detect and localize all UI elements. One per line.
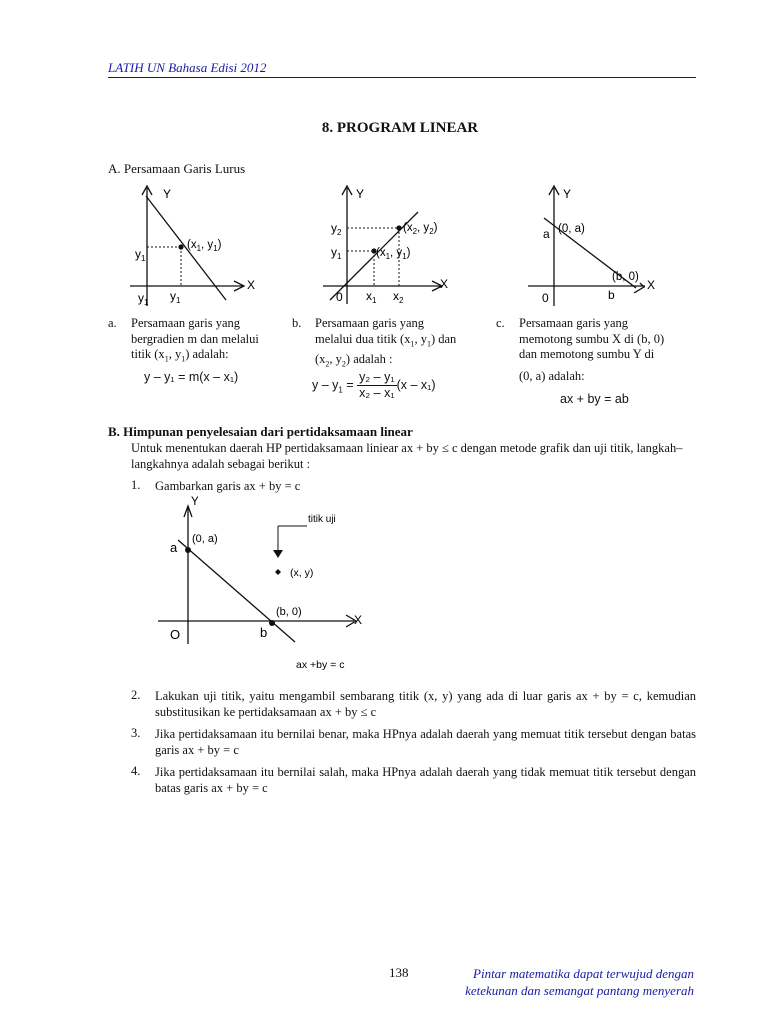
graph-inequality: [150, 494, 390, 674]
svg-text:(x2, y2): [403, 222, 438, 236]
point-b0-marker: [269, 620, 275, 626]
item-a-line1: Persamaan garis yang: [131, 316, 240, 330]
item-a-text: [131, 316, 296, 367]
svg-text:y2: [331, 221, 342, 237]
a-label: a: [543, 227, 550, 241]
svg-text:Y: [356, 187, 364, 201]
a-label: a: [170, 540, 178, 555]
point-0a-marker: [185, 547, 191, 553]
svg-text:X: [247, 278, 255, 292]
t: (x: [315, 351, 326, 366]
p1-label-mid: , y: [390, 247, 403, 259]
point-label: (x: [187, 239, 197, 251]
item-a-line3: [131, 347, 296, 367]
item-b-equation: [312, 370, 436, 401]
origin-label: 0: [336, 290, 343, 304]
x-label: X: [247, 278, 256, 292]
denominator: x₂ – x₁: [359, 386, 395, 400]
sub: 2: [429, 227, 434, 236]
svg-text:(x, y): [290, 567, 313, 579]
sub: 2: [341, 359, 346, 368]
section-a-heading: A. Persamaan Garis Lurus: [108, 161, 246, 176]
x-label: X: [354, 613, 363, 627]
item-c-letter: c.: [496, 316, 505, 330]
sub: 2: [399, 296, 404, 305]
section-b-intro: Untuk menentukan daerah HP pertidaksamaan liniear ax + by ≤ c dengan metode grafik dan uji titik, langkah–langkahnya adalah sebagai berikut :: [131, 441, 683, 471]
item-a-line2: bergradien m dan melalui: [131, 331, 259, 346]
y-label: Y: [356, 187, 365, 201]
eq-rhs: (x – x₁): [396, 377, 436, 392]
svg-text:y1: [170, 289, 181, 305]
sub: 1: [385, 252, 391, 261]
sub: 1: [213, 244, 218, 253]
eq-lhs: y – y: [312, 377, 339, 392]
sub: 1: [337, 252, 342, 261]
x-label: X: [647, 278, 656, 292]
page-number: 138: [389, 965, 409, 980]
svg-text:Y: [563, 187, 571, 201]
titik-uji-label: titik uji: [308, 514, 336, 525]
x-label: X: [440, 277, 449, 291]
svg-text:(b, 0): [612, 271, 639, 283]
y-label: Y: [563, 187, 572, 201]
uji-arrowhead: [273, 550, 283, 558]
b-label: b: [260, 625, 268, 640]
sub: 1: [181, 354, 186, 364]
svg-text:O: [170, 627, 180, 642]
point-0a-label: (0, a): [192, 533, 218, 545]
sub: 2: [412, 227, 418, 236]
t: melalui dua titik (x: [315, 331, 411, 346]
step-2-text: Lakukan uji titik, yaitu mengambil sembarang titik (x, y) yang ada di luar garis ax + by = c, kemudian substitusikan ke pertidaksamaan ax + by ≤ c: [155, 689, 696, 719]
sub: 1: [410, 339, 415, 348]
point-b0-label: (b, 0): [276, 606, 302, 618]
p2-label-end: ): [433, 222, 438, 234]
y1-label: y: [331, 245, 337, 259]
svg-text:X: [647, 278, 655, 292]
svg-text:0: [336, 290, 343, 304]
svg-text:titik uji: [308, 514, 336, 525]
svg-text:a: [543, 227, 550, 241]
item-c-line1: Persamaan garis yang: [519, 316, 628, 330]
item-b-letter: b.: [292, 316, 302, 330]
point2-marker: [396, 225, 401, 230]
b-label: b: [608, 288, 615, 302]
step-2-number: 2.: [131, 688, 141, 702]
item-c-line2: memotong sumbu X di (b, 0): [519, 331, 665, 346]
svg-text:y1: [331, 245, 342, 261]
sub: 1: [164, 354, 169, 364]
p2-label-mid: , y: [417, 222, 430, 234]
svg-text:Y: [191, 496, 199, 508]
svg-text:a: [170, 540, 178, 555]
x1-bottom-label: y: [170, 289, 176, 303]
graph-intercepts: [520, 182, 680, 312]
item-b-line1: Persamaan garis yang: [315, 316, 424, 330]
footer-line-1: Pintar matematika dapat terwujud dengan: [473, 966, 694, 981]
eq-sign: =: [342, 377, 358, 392]
sub: 1: [372, 296, 377, 305]
svg-text:(x1, y1): [187, 239, 222, 253]
x2-label: x: [393, 289, 399, 303]
test-point-label: (x, y): [290, 567, 314, 579]
svg-text:b: [608, 288, 615, 302]
step-4-text: Jika pertidaksamaan itu bernilai salah, maka HPnya adalah daerah yang tidak memuat titik tersebut dengan batas garis ax + by = c: [155, 765, 696, 795]
sub: 1: [144, 298, 149, 307]
footer-line-2: ketekunan dan semangat pantang menyerah: [465, 983, 694, 998]
svg-text:b: [260, 625, 267, 640]
sub: 1: [402, 252, 407, 261]
sub: 1: [426, 339, 431, 348]
t: ) adalah:: [185, 347, 229, 361]
page-title: 8. PROGRAM LINEAR: [321, 120, 479, 136]
p2-label: (x: [403, 222, 413, 234]
graph-two-points: [318, 182, 478, 312]
y1-label: y: [135, 247, 141, 261]
sub: 1: [176, 296, 181, 305]
item-c-text: [519, 316, 709, 384]
graph-gradient-point: [118, 182, 278, 312]
sub: 2: [337, 228, 342, 237]
svg-text:(0, a): [192, 533, 218, 545]
step-3-text: Jika pertidaksamaan itu bernilai benar, maka HPnya adalah daerah yang memuat titik tersebut dengan batas garis ax + by = c: [155, 727, 696, 757]
item-b-line2: [315, 332, 490, 352]
y1-bottom-label: y: [138, 291, 144, 305]
footer-motto: [465, 965, 694, 999]
item-a-letter: a.: [108, 316, 117, 330]
p1-label-end: ): [406, 247, 411, 259]
sub: 1: [196, 244, 202, 253]
sub: 1: [338, 385, 343, 395]
t: , y: [329, 351, 342, 366]
point-marker: [178, 244, 183, 249]
svg-text:x1: [366, 289, 377, 305]
t: , y: [168, 347, 182, 361]
t: ) adalah :: [345, 351, 393, 366]
item-c-line4: (0, a) adalah:: [519, 368, 585, 383]
svg-text:0: [542, 291, 549, 305]
y2-label: y: [331, 221, 337, 235]
step-4-number: 4.: [131, 764, 141, 778]
origin-label: O: [170, 627, 181, 642]
point-0a-label: (0, a): [558, 223, 585, 235]
header-rule: [108, 77, 696, 78]
point-label-end: ): [217, 239, 222, 251]
eq-fraction: [357, 370, 396, 401]
step-1-text: Gambarkan garis ax + by = c: [155, 479, 301, 493]
item-c-equation: ax + by = ab: [560, 392, 629, 406]
item-b-text: [315, 316, 490, 372]
point-b0-label: (b, 0): [612, 271, 639, 283]
line-label: ax +by = c: [296, 659, 345, 671]
t: titik (x: [131, 347, 165, 361]
svg-text:ax +by = c: [296, 659, 344, 671]
svg-text:(0, a): [558, 223, 585, 235]
origin-label: 0: [542, 291, 549, 305]
svg-text:X: [354, 613, 362, 627]
sub: 2: [325, 359, 330, 368]
running-header: LATIH UN Bahasa Edisi 2012: [108, 60, 267, 75]
item-a-equation: y – y₁ = m(x – x₁): [144, 370, 239, 384]
t: ) dan: [430, 331, 457, 346]
svg-text:y1: [135, 247, 146, 263]
step-1-number: 1.: [131, 478, 141, 492]
item-b-line3: [315, 352, 490, 372]
t: , y: [414, 331, 427, 346]
step-3-number: 3.: [131, 726, 141, 740]
item-c-line3: dan memotong sumbu Y di: [519, 347, 655, 361]
y-label: Y: [163, 187, 172, 201]
svg-text:(x1, y1): [376, 247, 411, 261]
sub: 1: [141, 254, 146, 263]
svg-text:(b, 0): [276, 606, 302, 618]
x1-label: x: [366, 289, 372, 303]
section-b-heading: B. Himpunan penyelesaian dari pertidaksamaan linear: [108, 424, 413, 439]
svg-text:x2: [393, 289, 404, 305]
svg-text:Y: [163, 187, 171, 201]
p1-label: (x: [376, 247, 386, 259]
svg-text:X: [440, 277, 448, 291]
numerator: y₂ – y₁: [359, 370, 395, 384]
point-label-mid: , y: [201, 239, 214, 251]
test-point-marker: [275, 569, 281, 575]
y-label: Y: [191, 496, 199, 508]
